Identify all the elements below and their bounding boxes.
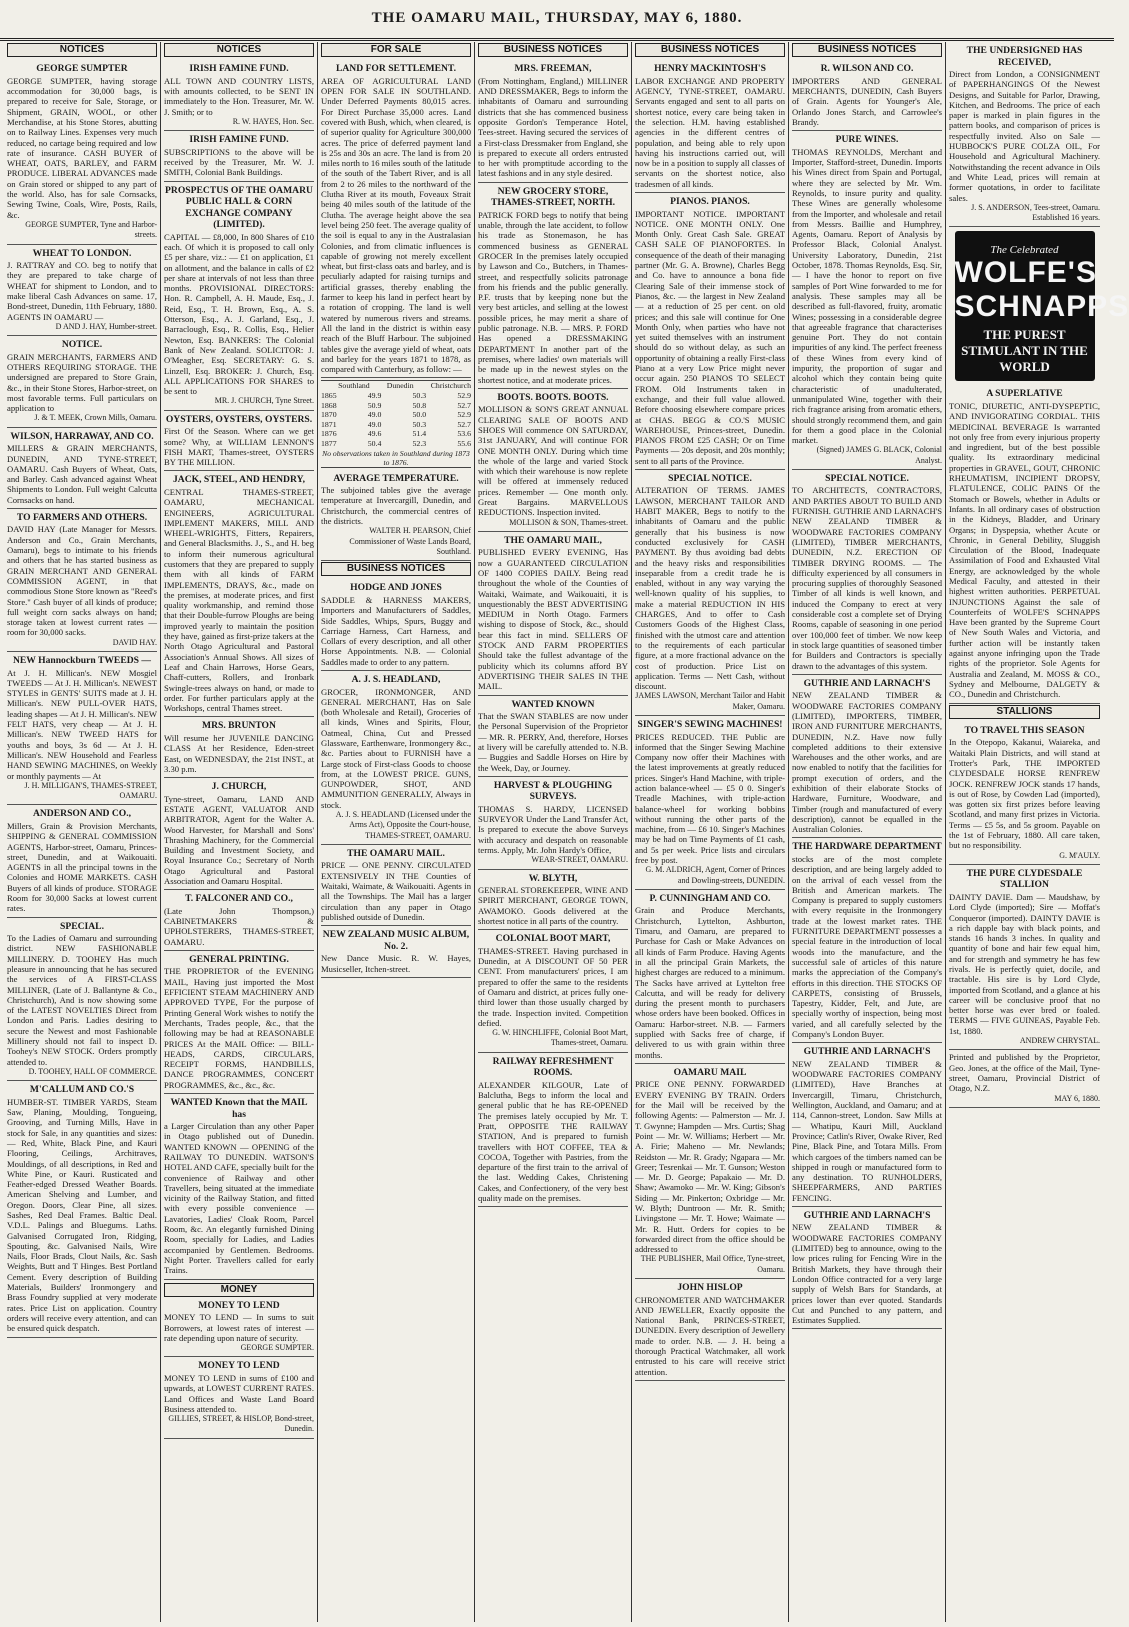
- ad-body: THOMAS S. HARDY, LICENSED SURVEYOR Under the Land Transfer Act, Is prepared to execute the above Surveys with accuracy and despatch on reasonable terms. Apply, Mr. John Hardy's Office,: [478, 803, 628, 855]
- ad-heading: NEW ZEALAND MUSIC ALBUM, No. 2.: [322, 929, 470, 952]
- table-header-cell: Christchurch: [430, 381, 471, 391]
- advertisement: [949, 722, 1100, 865]
- ad-body: CAPITAL — £8,000, In 800 Shares of £10 each. Of which it is proposed to call only £5 per share, viz.: — £1 on application, £1 on allotment, and the balance in calls of £2 per share at intervals of not less than three months. PROVISIONAL DIRECTORS: Hon. R. Campbell, A. H. Maude, Esq., J. Reid, Esq., T. H. Brown, Esq., A. S. Otterson, Esq., A. J. Garland, Esq., J. Barraclough, Esq., R. Collis, Esq., Helier Newton, Esq. BANKERS: The Colonial Bank of New Zealand. SOLICITOR: J. O'Meagher, Esq. SECRETARY: G. S. Linzell, Esq. BROKER: J. Church, Esq. ALL APPLICATIONS FOR SHARES to be sent to: [164, 231, 314, 397]
- ad-heading: OYSTERS, OYSTERS, OYSTERS.: [165, 413, 313, 425]
- advertisement: [7, 918, 157, 1082]
- ad-signature: JAMES LAWSON, Merchant Tailor and Habit Maker, Oamaru.: [635, 691, 785, 711]
- newspaper-masthead: [0, 0, 1114, 41]
- advertisement: [164, 131, 314, 181]
- advertisement: [478, 777, 628, 870]
- table-cell: 52.9: [457, 410, 471, 420]
- ad-heading: AVERAGE TEMPERATURE.: [333, 472, 459, 484]
- advertisement: [478, 696, 628, 777]
- column-2: [161, 42, 318, 1622]
- advertisement: [164, 778, 314, 890]
- ad-body: THE PROPRIETOR of the EVENING MAIL, Having just imported the Most EFFICIENT STEAM MACHINERY AND APPROVED TYPE, For the purpose of Printing General Work wishes to notify the Merchants, Trades people, &c., that the following may be had at REASONABLE PRICES At the MAIL Office: — BILL-HEADS, CARDS, CIRCULARS, RECEIPT FORMS, HANDBILLS, DANCE PROGRAMMES, CONCERT PROGRAMMES, &c., &c., &c.: [164, 966, 314, 1090]
- ad-heading: THE OAMARU MAIL.: [347, 847, 445, 859]
- logo-line: The Celebrated: [990, 244, 1059, 257]
- section-header: NOTICES: [7, 43, 157, 57]
- ad-heading: W. BLYTH,: [528, 872, 578, 884]
- advertisement: [792, 60, 942, 131]
- ad-heading: BOOTS. BOOTS. BOOTS.: [497, 391, 609, 403]
- ad-heading: NEW GROCERY STORE, THAMES-STREET, NORTH.: [491, 185, 615, 209]
- table-cell: 50.3: [412, 419, 427, 429]
- table-header-cell: Southland: [338, 381, 370, 391]
- ad-body: NEW ZEALAND TIMBER & WOODWARE FACTORIES COMPANY (LIMITED), IMPORTERS, TIMBER, IRON AND FURNITURE MERCHANTS, DUNEDIN, N.Z. Have now fully completed additions to their extensive Warehouses and the other works, and are now enabled to notify that the facilities for prompt execution of orders, and the exhibition of their elaborate Stocks of Hardware, Furniture, Woodware, and Timber (rough and manufactured of every description), cannot be equalled in the Australian Colonies.: [792, 690, 942, 835]
- ad-body: MOLLISON & SON'S GREAT ANNUAL CLEARING SALE OF BOOTS AND SHOES Will commence ON SATURDAY, 31st JANUARY, And will continue FOR ONE MONTH ONLY. During which time the whole of the large and varied Stock with which their warehouse is now replete will be offered at immensely reduced prices. Remember — One month only. Great Bargains. MARVELLOUS REDUCTIONS. Inspection invited.: [478, 404, 628, 518]
- advertisement: [949, 385, 1100, 703]
- advertisement: [792, 1207, 942, 1329]
- advertisement: [478, 532, 628, 696]
- advertisement: [792, 1043, 942, 1207]
- ad-heading: LAND FOR SETTLEMENT.: [335, 63, 457, 75]
- table-row: [321, 391, 471, 401]
- ad-signature: D AND J. HAY, Humber-street.: [55, 321, 157, 331]
- logo-line: SCHNAPPS: [954, 289, 1129, 323]
- table-row: [321, 401, 471, 411]
- ad-heading: PIANOS. PIANOS.: [670, 196, 750, 208]
- ad-signature: ANDREW CHRYSTAL.: [1019, 1036, 1100, 1046]
- ad-signature: G. M. ALDRICH, Agent, Corner of Princes and Dowling-streets, DUNEDIN.: [645, 865, 785, 885]
- ad-body: Tyne-street, Oamaru, LAND AND ESTATE AGENT, VALUATOR AND ARBITRATOR, Agent for the Walter A. Wood Harvester, for Marshall and Sons' Thrashing Machinery, for the Commercial Building and Investment Society, and Royal Insurance Co.; Secretary of North Otago Agricultural and Pastoral Association and Oamaru Hospital.: [164, 793, 314, 886]
- ad-body: GEORGE SUMPTER, having storage accommodation for 30,000 bags, is prepared to receive for Sale, Storage, or Shipment, GRAIN, WOOL, or other Merchandise, at his Stone Stores, abutting on to Railway Lines. Expenses very much reduced, no cartage being required and low rate of insurance. CASH BUYER of WHEAT, OATS, BARLEY, and FARM PRODUCE. LIBERAL ADVANCES made on Grain stored or shipped to any part of the world. Also, has for sale Cornsacks, Sewing Twine, Coals, Wire, Posts, Rails, &c.: [7, 75, 157, 220]
- ad-body: CHRONOMETER AND WATCHMAKER AND JEWELLER, Exactly opposite the National Bank, PRINCES-STREET, DUNEDIN. Every description of Jewellery made to order. N.B. — J. H. being a thorough Practical Watchmaker, all work entrusted to his care will receive strict attention.: [635, 1294, 785, 1377]
- table-cell: 52.3: [412, 438, 427, 448]
- advertisement: [635, 1279, 785, 1381]
- section-header: STALLIONS: [949, 705, 1100, 719]
- ad-heading: WHEAT TO LONDON.: [32, 247, 132, 259]
- ad-signature: J. & T. MEEK, Crown Mills, Oamaru.: [34, 413, 157, 423]
- table-note: No observations taken in Southland during 1873 to 1876.: [322, 448, 470, 467]
- ad-body: ALTERATION OF TERMS. JAMES LAWSON, MERCHANT TAILOR AND HABIT MAKER, Begs to notify to the inhabitants of Oamaru and the public generally that his business is now conducted exclusively for CASH PAYMENT. By thus avoiding bad debts and the heavy risks and responsibilities inseparable from a credit trade he is enabled, without in any way varying the well-known quality of his supplies, to make a material REDUCTION IN HIS CHARGES, And to offer to Cash Customers Goods of the Highest Class, finished with the utmost care and attention to the requirements of each particular figure, at a more fractional advance on the cost of production. Price List on application. Terms — Nett Cash, without discount.: [635, 485, 785, 692]
- ad-signature: GEORGE SUMPTER.: [240, 1343, 314, 1353]
- advertisement: [164, 411, 314, 472]
- ad-heading: THE HARDWARE DEPARTMENT: [792, 841, 942, 853]
- advertisement: [164, 717, 314, 778]
- advertisement: [321, 671, 471, 845]
- advertisement: [164, 60, 314, 131]
- ad-heading: JOHN HISLOP: [677, 1282, 743, 1294]
- ad-body: IMPORTANT NOTICE. IMPORTANT NOTICE. ONE MONTH ONLY. One Month Only. Great Cash Sale. GREAT CASH SALE OF PIANOFORTES. In consequence of the death of their managing partner (Mr. G. A. Browne), Charles Begg and Co. have to announce a bona fide Clearing Sale of their immense stock of Pianos, &c. — the largest in New Zealand — at a reduction of 25 per cent. on old prices; and this sale will continue for One Month Only, when parties who have not yet suited themselves with an instrument should do so without delay, as such an opportunity of obtaining a really First-class Piano at a very Low Price might never occur again. 250 PIANOS TO SELECT FROM. Old Instruments taken in exchange, and their full value allowed. Before choosing elsewhere compare prices at CHAS. BEGG & CO.'S MUSIC WAREHOUSE, Princes-street, Dunedin. PIANOS FROM £25 CASH; Or on Time Payments — 20s deposit, and 20s monthly; sent to all parts of the Province.: [635, 208, 785, 466]
- ad-signature: J. S. ANDERSON, Tees-street, Oamaru. Established 16 years.: [971, 202, 1100, 223]
- table-cell: 51.4: [412, 429, 427, 439]
- ad-heading: ANDERSON AND CO.,: [32, 808, 132, 820]
- table-cell: 50.9: [367, 400, 382, 410]
- ad-heading: TO TRAVEL THIS SEASON: [964, 724, 1085, 736]
- table-cell: 1877: [321, 438, 337, 448]
- section-header: NOTICES: [164, 43, 314, 57]
- advertisement: [792, 470, 942, 675]
- ad-heading: THE UNDERSIGNED HAS RECEIVED,: [966, 45, 1083, 68]
- advertisement: [478, 60, 628, 182]
- ad-body: LABOR EXCHANGE AND PROPERTY AGENCY, TYNE-STREET, OAMARU. Servants engaged and sent to all parts on shortest notice, every care being taken in the selection. H.M. having established agencies in the different centres of population, and being able to rely upon having his instructions carried out, will now be in a position to supply all classes of servants on the shortest notice, also tradesmen of all kinds.: [635, 75, 785, 189]
- ad-signature: GEORGE SUMPTER, Tyne and Harbor-streets.: [25, 219, 157, 240]
- ad-body: PUBLISHED EVERY EVENING, Has now a GUARANTEED CIRCULATION OF 1400 COPIES DAILY. Being read throughout the whole of the Counties of Waitaki, Waimate, and Waikouaiti, it is unquestionably the BEST ADVERTISING MEDIUM in North Otago. Farmers wishing to dispose of Stock, &c., should bear this fact in mind. SELLERS OF STOCK AND FARM PROPERTIES Should take the fullest advantage of the publicity which its columns afford BY ADVERTISING THEIR SALES IN THE MAIL.: [478, 547, 628, 692]
- table-row: [321, 429, 471, 439]
- ad-body: Direct from London, a CONSIGNMENT of PAPERHANGINGS Of the Newest Designs, and Suitable for Parlor, Drawing, Kitchen, and Bedrooms. The price of each paper is marked in plain figures in the pattern books, and comparison of prices is respectfully invited. Also on Sale — HUBBOCK'S PURE COLZA OIL, For Household and Agricultural Machinery. Notwithstanding the recent advance in Oils and White Lead, prices will remain at former quotations, in order to facilitate sales.: [949, 69, 1100, 203]
- ad-heading: NEW Hannockburn TWEEDS —: [12, 655, 151, 667]
- logo-line: WOLFE'S: [954, 255, 1097, 289]
- advertisement: [478, 870, 628, 931]
- advertisement: [321, 926, 471, 978]
- ad-heading: OAMARU MAIL: [673, 1066, 747, 1078]
- table-cell: 52.7: [457, 400, 471, 410]
- ad-heading: IRISH FAMINE FUND.: [189, 63, 289, 75]
- ad-heading: A SUPERLATIVE: [986, 388, 1063, 400]
- ad-body: TONIC, DIURETIC, ANTI-DYSPEPTIC, AND INVIGORATING CORDIAL. THIS MEDICINAL BEVERAGE Is warranted not only free from every injurious property and ingredient, but of the best possible quality. Its extraordinary medicinal properties in GRAVEL, GOUT, CHRONIC RHEUMATISM, INCIPIENT DROPSY, FLATULENCE, COLIC PAINS Of the Stomach or Bowels, whether in Adults or Infants. In all ordinary cases of obstruction in the Kidneys, Bladder, and Urinary Organs; in Dyspepsia, whether Acute or Chronic, in General Debility, Sluggish Circulation of the Blood, Inadequate Assimilation of Food and Exhausted Vital Energy, are acknowledged by the whole Medical Faculty, and attested in their highest written authorities. PERPETUAL INJUNCTIONS Against the sale of Counterfeits of WOLFE'S SCHNAPPS Have been granted by the Supreme Court of New South Wales and Victoria, and further action will be instantly taken against anyone infringing upon the Trade rights of the proprietor. Sole Agents for Australia and Zealand, M. MOSS & CO., Sydney and Melbourne, DALGETY & CO., Dunedin and Christchurch.: [949, 400, 1100, 700]
- ad-heading: IRISH FAMINE FUND.: [189, 134, 289, 146]
- column-5: [632, 42, 789, 1622]
- ad-heading: MRS. BRUNTON: [202, 720, 276, 732]
- schnapps-logo: [954, 231, 1129, 381]
- ad-heading: HENRY MACKINTOSH'S: [654, 63, 766, 75]
- ad-body: Printed and published by the Proprietor, Geo. Jones, at the office of the Mail, Tyne-street, Oamaru, Provincial District of Otago, N.Z.: [949, 1052, 1100, 1094]
- advertisement: [321, 845, 471, 926]
- section-header: BUSINESS NOTICES: [321, 562, 471, 576]
- ad-body: In the Otepopo, Kakanui, Waiareka, and Waitaki Plain Districts, and will stand at Trotter's Park, THE IMPORTED CLYDESDALE HORSE RENFREW JOCK. RENFREW JOCK stands 17 hands, is out of Rose, by Cowden Lad (imported), was gotten six first prizes before leaving Scotland, and many first prizes in Victoria. Terms — £5 5s, and 5s groom. Payable on the 1st of February, 1880. All care taken, but no responsibility.: [949, 737, 1100, 851]
- ad-body: ALL TOWN AND COUNTRY LISTS, with amounts collected, to be SENT IN immediately to the Hon. Treasurer, Mr. W. J. Smith; or to: [164, 75, 314, 117]
- ad-heading: GENERAL PRINTING.: [189, 953, 289, 965]
- advertisement: [478, 183, 628, 389]
- ad-heading: WILSON, HARRAWAY, AND CO.: [10, 430, 154, 442]
- advertisement: [7, 428, 157, 509]
- ad-body: NEW ZEALAND TIMBER & WOODWARE FACTORIES COMPANY (LIMITED) beg to announce, owing to the low prices ruling for Fencing Wire in the British Markets, they have through their London Office contracted for a very large supply of Welsh Bars for Standards, at prices lower than ever quoted. Standards Cut and Punched to any pattern, and Estimates Supplied.: [792, 1222, 942, 1326]
- ad-heading: GUTHRIE AND LARNACH'S: [803, 1046, 931, 1058]
- advertisement: [164, 1094, 314, 1279]
- table-cell: 52.7: [457, 419, 471, 429]
- advertisement: [164, 471, 314, 717]
- ad-heading: JACK, STEEL, AND HENDRY,: [172, 474, 306, 486]
- ad-body: J. RATTRAY and CO. beg to notify that they are prepared to take charge of WHEAT for shipment to London, and to make liberal Cash Advances on same. 17, Bond-street, Dunedin, 11th February, 1880. AGENTS IN OAMARU —: [7, 260, 157, 322]
- ad-heading: WANTED Known that the MAIL has: [170, 1097, 308, 1120]
- table-cell: 49.9: [367, 391, 382, 400]
- ad-heading: A. J. S. HEADLAND,: [351, 674, 441, 686]
- column-1: [4, 42, 161, 1622]
- ad-body: PRICE — ONE PENNY. CIRCULATED EXTENSIVELY IN THE Counties of Waitaki, Waimate, & Waikouaiti. Agents in all the Townships. The Mail has a larger circulation than any paper in Otago published outside of Dunedin.: [321, 860, 471, 922]
- advertisement: [478, 389, 628, 532]
- ad-body: THOMAS REYNOLDS, Merchant and Importer, Stafford-street, Dunedin. Imports his Wines direct from Spain and Portugal, where they are selected by Mr. Wm. Reynolds, to insure purity and quality. These Wines are generally wholesome from the Importer, and wholesale and retail from Messrs. Baillie and Humphrey, Agents, Oamaru. Report of Analysis by Professor Black, Colonial Analyst. University Laboratory, Dunedin, 21st October, 1878. Thomas Reynolds, Esq. Sir, — I have the honor to report on five samples of Port Wine forwarded to me for analysis. These samples may all be described as full-flavored, fruity, aromatic Wines; possessing in a considerable degree that agreeable fragrance that characterises genuine Port. They do not contain impurities of any kind. The perfect freeness of these Wines from every kind of impurity, the proportion of sugar and alcohol which they contain being quite characteristic of unadulterated, unmanipulated Wine, together with their rich fragrance arising from aromatic ethers, should strongly recommend them, and gain for them a good place in the Colonial market.: [792, 146, 942, 446]
- table-cell: 49.0: [367, 410, 382, 420]
- ad-body: (From Nottingham, England,) MILLINER AND DRESSMAKER, Begs to inform the inhabitants of Oamaru and surrounding districts that she has commenced business opposite Gordon's Temperance Hotel, Tees-street. Having secured the services of a First-class Dressmaker from England, she is prepared to execute all orders entrusted to her with promptitude according to the latest fashions and in any style desired.: [478, 75, 628, 179]
- table-cell: 1876: [321, 429, 337, 439]
- ad-body: a Larger Circulation than any other Paper in Otago published out of Dunedin. WANTED KNOWN — OPENING of the RAILWAY TO DUNEDIN. WATSON'S HOTEL AND CAFE, specially built for the convenience of Railway and other Travellers, being situated at the immediate vicinity of the Railway Station, and fitted with every possible convenience — Lavatories, Ladies' Cloak Room, Parcel Room, &c. An elegantly furnished Dining Room, specially for Ladies, and Ladies accompanied by Gentlemen. Bedrooms. Night Porter. Travellers called for early Trains.: [164, 1121, 314, 1276]
- ad-signature: MOLLISON & SON, Thames-street.: [509, 517, 628, 527]
- ad-body: To the Ladies of Oamaru and surrounding district. NEW FASHIONABLE MILLINERY. D. TOOHEY Has much pleasure in announcing that he has secured the services of A FIRST-CLASS MILLINER, (Late of J. Ballantyne & Co., Christchurch), And is now showing some of the LATEST NOVELTIES Direct from London and Paris. Ladies desiring to secure the Newest and most Fashionable Millinery should not fail to inspect D. Toohey's NEW STOCK. Orders promptly attended to.: [7, 933, 157, 1067]
- ad-signature: G. M'AULY.: [1059, 850, 1100, 860]
- ad-heading: COLONIAL BOOT MART,: [495, 933, 611, 945]
- ad-signature: MR. J. CHURCH, Tyne Street.: [214, 396, 314, 406]
- masthead-title: THE OAMARU MAIL, THURSDAY, MAY 6, 1880.: [371, 10, 743, 26]
- ad-body: (Late John Thompson,) CABINETMAKERS & UPHOLSTERERS, THAMES-STREET, OAMARU.: [164, 905, 314, 947]
- ad-heading: R. WILSON AND CO.: [820, 63, 914, 75]
- advertisement: [7, 60, 157, 244]
- advertisement: [164, 1280, 314, 1358]
- ad-body: HUMBER-ST. TIMBER YARDS, Steam Saw, Planing, Moulding, Tongueing, Grooving, and Turning Mills, Have in stock for Sale, in any quantities and sizes: — Red, White, Black Pine, and Kauri Flooring, Ceilings, Architraves, Mouldings, of all descriptions, in Red and White Pine, or Kauri. Rusticated and Feather-edged Dressed Weather Boards. American Shelving and Lumber, and Oregon. Doors, Clear Pine, all sizes. Sashes, Red Deal Frames. Baltic Deal. V.D.L. Palings and Bluegums. Laths. Galvanised Corrugated Iron, Ridging, Spouting, &c. Galvanised Nails, Wire Nails, Floor Brads, Clout Nails, &c. Sash Weights, Butt and T Hinges. Best Portland Cement. Every description of Building Materials, Builders' Ironmongery and Brass Foundry supplied at very moderate rates. Price List on application. Country orders will receive every attention, and can be ensured quick despatch.: [7, 1096, 157, 1334]
- ad-body: SADDLE & HARNESS MAKERS, Importers and Manufacturers of Saddles, Side Saddles, Whips, Spurs, Buggy and Carriage Harness, Cart Harness, and Collars of every description, and all other Horse Appointments. N.B. — Colonial Saddles made to order to any pattern.: [321, 594, 471, 667]
- ad-signature: D. TOOHEY, HALL OF COMMERCE.: [28, 1066, 157, 1076]
- ad-body: Millers, Grain & Provision Merchants, SHIPPING & GENERAL COMMISSION AGENTS, Harbor-street, Oamaru, Princes-street, Dunedin, and at Waikouaiti. AGENTS in all the principal towns in the Colonies and HOME MARKETS. CASH Buyers of all kinds of produce. STORAGE Room for 30,000 Sacks at lowest current rates.: [7, 820, 157, 914]
- section-header: BUSINESS NOTICES: [478, 43, 628, 57]
- section-header: BUSINESS NOTICES: [635, 43, 785, 57]
- ad-heading: PURE WINES.: [835, 134, 899, 146]
- ad-body: DAINTY DAVIE. Dam — Maudshaw, by Lord Clyde (imported); Sire — Moffat's Conqueror (imported). DAINTY DAVIE is a rich dapple bay with black points, and stands 16 hands 3 inches. In quality and quantity of bone and hair few equal him, and for strength and symmetry he has few rivals. He is perfectly quiet, docile, and tractable. His sire is by Lord Clyde, imported from Scotland, and a glance at his career will be conclusive proof that no better horse was ever bred or foaled. TERMS — FIVE GUINEAS, Payable Feb. 1st, 1880.: [949, 891, 1100, 1036]
- ad-body: GRAIN MERCHANTS, FARMERS AND OTHERS REQUIRING STORAGE. THE undersigned are prepared to Store Grain, &c., in their Stone Stores, Harbor-street, on most favorable terms. Full particulars on application to: [7, 351, 157, 414]
- ad-body: The subjoined tables give the average temperature at Invercargill, Dunedin, and Christchurch, the commercial centres of the districts.: [321, 485, 471, 526]
- column-6: [789, 42, 946, 1622]
- advertisement: [635, 470, 785, 716]
- ad-body: NEW ZEALAND TIMBER & WOODWARE FACTORIES COMPANY (LIMITED), Have Branches at Invercargill, Timaru, Christchurch, Wellington, Auckland, and Oamaru; and at 114, Cannon-street, London. Saw Mills at — Whatipu, Kauri Mill, Auckland Province; Catlin's River, Owake River, Red Pine, Black Pine, and Totara Mills. From which cargoes of the timbers named can be shipped in rough or manufactured form to any destination. TO RUNHOLDERS, SHEEPFARMERS, AND PARTIES FENCING.: [792, 1058, 942, 1203]
- advertisement: [7, 805, 157, 917]
- newspaper-columns: [4, 42, 1129, 1622]
- ad-body: First Of the Season. Where can we get some? Why, at WILLIAM LENNON'S FISH MART, Thames-street, OYSTERS BY THE MILLION.: [164, 426, 314, 468]
- column-7: [946, 42, 1129, 1622]
- ad-body: AREA OF AGRICULTURAL LAND OPEN FOR SALE IN SOUTHLAND. Under Deferred Payments 80,015 acres. For Direct Purchase 35,000 acres. Land covered with Bush, which, when cleared, is of superior quality for Agriculture 300,000 acres. The price of deferred payment land is 25s and 30s an acre. The land is from 20 miles north to 16 miles south of the latitude of the south of the Tabert River, and is all from 2 to 26 miles to the northward of the Clutha River at its mouth, Foveaux Strait being 40 miles south of the latitude of the Clutha. The average height above the sea level being 250 feet. The average quality of the soil is equal to any in the Australasian Colonies, and from climatic influences is capable of growing not merely excellent wheat, but first-class oats and barley, and is peculiarly adapted for raising turnips and artificial grasses, thereby enabling the farmer to keep his land in perfect heart by a rotation of cropping. The land is well watered by numerous rivers and streams. All the land in the district is within easy reach of the Bluff Harbour. The subjoined tables give the average yield of wheat, oats and barley for the years 1871 to 1878, as compared with Canterbury, as follow: —: [321, 75, 471, 375]
- advertisement: [7, 245, 157, 337]
- advertisement: [321, 60, 471, 378]
- ad-heading: NOTICE.: [61, 339, 103, 351]
- section-header: FOR SALE: [321, 43, 471, 57]
- ad-body: MILLERS & GRAIN MERCHANTS, DUNEDIN, AND TYNE-STREET, OAMARU. Cash Buyers of Wheat, Oats, and Barley. Cash advanced against Wheat Shipments to London. Full weight Calcutta Cornsacks on hand.: [7, 443, 157, 505]
- ad-signature: WALTER H. PEARSON, Chief Commissioner of Waste Lands Board, Southland.: [349, 526, 471, 556]
- ad-body: IMPORTERS AND GENERAL MERCHANTS, DUNEDIN, Cash Buyers of Grain. Agents for Younger's Ale, Orlando Jones Starch, and Carrowlee's Brandy.: [792, 75, 942, 127]
- ad-signature: G. W. HINCHLIFFE, Colonial Boot Mart, Thames-street, Oamaru.: [492, 1028, 628, 1048]
- ad-heading: THE PURE CLYDESDALE STALLION: [966, 867, 1083, 891]
- ad-body: At J. H. Millican's. NEW Mosgiel TWEEDS — At J. H. Millican's. NEWEST STYLES in GENTS' SUITS made at J. H. Millican's. NEW PULL-OVER HATS, leading shapes — At J. H. Millican's. NEW FELT HATS, very cheap — At J. H. Millican's. NEW TWEED HATS for youths and boys, 3s 6d — At J. H. Millican's. NEW Household and Fearless HAND SEWING MACHINES, on Weekly or monthly payments — At: [7, 667, 157, 781]
- ad-heading: GUTHRIE AND LARNACH'S: [803, 1209, 931, 1221]
- table-cell: 1870: [321, 410, 337, 420]
- table-cell: 1868: [321, 400, 337, 410]
- table-cell: 1865: [321, 391, 337, 400]
- table-cell: 50.3: [412, 391, 427, 400]
- logo-line: THE PUREST STIMULANT IN THE WORLD: [961, 326, 1088, 374]
- ad-heading: SPECIAL NOTICE.: [668, 472, 752, 484]
- section-header: BUSINESS NOTICES: [792, 43, 942, 57]
- advertisement: [7, 652, 157, 805]
- ad-heading: MONEY TO LEND: [198, 1360, 280, 1372]
- ad-body: Grain and Produce Merchants, Christchurch, Lyttelton, Ashburton, Timaru, and Oamaru, are prepared to Purchase for Cash or Make Advances on all kinds of Farm Produce. Having Agents in all the principal Grain Markets, the highest charges are reduced to a minimum. The Sacks have arrived at Lyttelton free Calcutta, and will be ready for delivery during the present month to purchasers whose orders have been booked. Offices in Oamaru: Harbor-street. N.B. — Farmers supplied with Sacks free of charge, if delivered to us with grain within three months.: [635, 905, 785, 1060]
- ad-heading: MONEY TO LEND: [198, 1299, 280, 1311]
- ad-body: GROCER, IRONMONGER, AND GENERAL MERCHANT, Has on Sale (both Wholesale and Retail), Groceries of all kinds, Wines and Spirits, Flour, Oatmeal, China, Cut and Pressed Glassware, Earthenware, Ironmongery &c., &c. Parties about to FURNISH have a Large stock of First-class Goods to choose from, at the LOWEST PRICE. GUNS, GUNPOWDER, SHOT, AND AMMUNITION GENERALLY, Always in stock.: [321, 686, 471, 810]
- ad-signature: R. W. HAYES, Hon. Sec.: [232, 116, 314, 126]
- column-4: [475, 42, 632, 1622]
- ad-heading: T. FALCONER AND CO.,: [185, 893, 293, 905]
- advertisement: [635, 716, 785, 890]
- table-cell: 1871: [321, 419, 337, 429]
- ad-heading: SPECIAL NOTICE.: [825, 472, 909, 484]
- advertisement: [792, 131, 942, 470]
- advertisement: [949, 1050, 1100, 1107]
- ad-signature: A. J. S. HEADLAND (Licensed under the Arms Act), Opposite the Court-house, THAMES-STREET, OAMARU.: [335, 810, 471, 840]
- ad-body: That the SWAN STABLES are now under the Personal Supervision of the Proprietor — MR. R. PERRY, And, therefore, Horses at livery will be carefully attended to. N.B. — Buggies and Saddle Horses on Hire by the Week, Day, or Journey.: [478, 711, 628, 773]
- advertisement: [949, 42, 1100, 227]
- ad-signature: DAVID HAY.: [112, 637, 157, 647]
- advertisement: [792, 838, 942, 1043]
- column-3: [318, 42, 475, 1622]
- advertisement: [7, 509, 157, 652]
- ad-heading: SPECIAL.: [60, 920, 104, 932]
- ad-heading: TO FARMERS AND OTHERS.: [16, 511, 148, 523]
- ad-body: MONEY TO LEND in sums of £100 and upwards, at LOWEST CURRENT RATES. Land Offices and Waste Land Board Business attended to.: [164, 1372, 314, 1414]
- ad-heading: HARVEST & PLOUGHING SURVEYS.: [493, 779, 613, 803]
- ad-body: stocks are of the most complete description, and are being largely added to on the arrival of each vessel from the British and American markets. The Company is prepared to supply customers with every requisite in the Ironmongery trade at the lowest market rates. THE FURNITURE DEPARTMENT possesses a special feature in the introduction of local woods into the manufacture, and the successful sale of articles of this nature marks the appreciation of the Company's efforts in this direction. THE STOCKS OF CARPETS, consisting of Brussels, Tapestry, Kidder, Felt, and Jute, are specially worthy of inspection, being most varied, and all carefully selected by the Company's London Buyer.: [792, 853, 942, 1040]
- table-cell: 55.6: [457, 438, 471, 448]
- table-row: [321, 420, 471, 430]
- ad-heading: RAILWAY REFRESHMENT ROOMS.: [492, 1055, 614, 1079]
- ad-heading: SINGER'S SEWING MACHINES!: [637, 719, 783, 731]
- advertisement: [635, 60, 785, 193]
- advertisement: [478, 1053, 628, 1208]
- advertisement: [635, 1064, 785, 1279]
- table-cell: 49.0: [367, 419, 382, 429]
- advertisement: [164, 1357, 314, 1438]
- ad-body: THAMES-STREET. Having purchased in Dunedin, at A DISCOUNT OF 50 PER CENT. From manufacturers' prices, I am prepared to offer the same to the residents of Oamaru and district, at prices fully one-third lower than those usually charged by the trade. Inspection invited. Competition defied.: [478, 945, 628, 1028]
- ad-signature: J. H. MILLIGAN'S, THAMES-STREET, OAMARU.: [24, 780, 157, 801]
- ad-heading: P. CUNNINGHAM AND CO.: [649, 892, 771, 904]
- ad-heading: MRS. FREEMAN,: [514, 63, 592, 75]
- ad-signature: GILLIES, STREET, & HISLOP, Bond-street, Dunedin.: [168, 1414, 314, 1434]
- advertisement: [164, 182, 314, 411]
- advertisement: [792, 675, 942, 839]
- advertisement: [321, 579, 471, 671]
- ad-signature: THE PUBLISHER, Mail Office, Tyne-street, Oamaru.: [640, 1254, 785, 1274]
- table-row: [321, 439, 471, 449]
- ad-heading: THE OAMARU MAIL,: [504, 534, 602, 546]
- ad-heading: PROSPECTUS OF THE OAMARU PUBLIC HALL & CORN EXCHANGE COMPANY (LIMITED).: [165, 184, 313, 231]
- ad-body: Will resume her JUVENILE DANCING CLASS At her Residence, Eden-street East, on WEDNESDAY, the 21st INST., at 3.30 p.m.: [164, 732, 314, 774]
- advertisement: [164, 951, 314, 1094]
- ad-heading: GUTHRIE AND LARNACH'S: [803, 677, 931, 689]
- ad-body: GENERAL STOREKEEPER, WINE AND SPIRIT MERCHANT, GEORGE TOWN, AWAMOKO. Goods delivered at the shortest notice in all parts of the country.: [478, 885, 628, 926]
- table-header-cell: Dunedin: [386, 381, 414, 391]
- ad-body: SUBSCRIPTIONS to the above will be received by the Treasurer, Mr. W. J. SMITH, Colonial Bank Buildings.: [164, 146, 314, 178]
- advertisement: [949, 865, 1100, 1050]
- ad-body: PRICE ONE PENNY. FORWARDED EVERY EVENING BY TRAIN. Orders for the Mail will be received by the following Agents: — Palmerston — Mr. J. T. Gwynne; Hampden — Mrs. Curtis; Shag Point — Mr. W. Williams; Herbert — Mr. A. Firie; Maheno — Mr. Newlands; Reidston — Mr. R. Grady; Ngapara — Mr. Greer; Tesrenkai — Mr. T. Gunson; Weston — Mr. D. George; Papakaio — Mr. D. Shaw; Awamoko — Mr. W. King; Gibson's Siding — Mr. Pinkerton; Oxbridge — Mr. W. Blyth; Duntroon — Mr. R. Smith; Livingstone — Mr. T. Howe; Waimate — Mr. R. Hutt. Orders for copies to be forwarded direct from the office should be addressed to: [635, 1079, 785, 1255]
- advertisement: [321, 470, 471, 562]
- ad-body: PRICES REDUCED. THE Public are informed that the Singer Sewing Machine Company now offer their Machines with the latest improvements at greatly reduced prices. Singer's Hand Machine, with triple-action balance-wheel — £5 0 0. Singer's Treadle Machines, with triple-action balance-wheel for working bobbins without running the other parts of the machine, from — £6 10. Singer's Machines may be had on Time Payments of £1 cash, and 5s per week. Price lists and circulars free by post.: [635, 731, 785, 866]
- ad-heading: J. CHURCH,: [211, 781, 267, 793]
- advertisement: [635, 193, 785, 470]
- table-cell: 49.6: [367, 429, 382, 439]
- table-cell: 50.4: [367, 438, 382, 448]
- ad-heading: HODGE AND JONES: [350, 582, 442, 594]
- ad-signature: (Signed) JAMES G. BLACK, Colonial Analyst.: [816, 445, 942, 465]
- ad-heading: WANTED KNOWN: [511, 698, 595, 710]
- table-cell: 53.6: [457, 429, 471, 439]
- section-header: MONEY: [164, 1283, 314, 1297]
- temperature-table: [321, 380, 471, 467]
- table-row: [321, 410, 471, 420]
- ad-heading: GEORGE SUMPTER: [36, 63, 128, 75]
- table-header-row: [321, 381, 471, 391]
- ad-body: TO ARCHITECTS, CONTRACTORS, AND PARTIES ABOUT TO BUILD AND FURNISH. GUTHRIE AND LARNACH'S NEW ZEALAND TIMBER & WOODWARE FACTORIES COMPANY (LIMITED), TIMBER MERCHANTS, DUNEDIN, N.Z. ERECTION OF TIMBER DRYING ROOMS. — The difficulty experienced by all consumers in procuring supplies of thoroughly Seasoned Timber of all kinds is well known, and induced the Company to erect at very considerable cost a complete set of Drying Rooms, capable of seasoning in one period over 100,000 feet of timber. We now keep in stock large quantities of seasoned timber for Builders and Contractors is specially drawn to the advantages of this system.: [792, 485, 942, 671]
- ad-signature: MAY 6, 1880.: [1054, 1093, 1100, 1103]
- table-cell: 52.9: [457, 391, 471, 400]
- table-cell: 50.8: [412, 400, 427, 410]
- advertisement: [7, 1081, 157, 1337]
- table-cell: 50.0: [412, 410, 427, 420]
- ad-body: PATRICK FORD begs to notify that being unable, through the late accident, to follow his trade as Stonemason, he has commenced business as GENERAL GROCER In the premises lately occupied by Lawson and Co., Butchers, in Thames-street, and respectfully solicits patronage from his friends and the public generally. P.F. trusts that by keeping none but the very best articles, and selling at the lowest possible prices, he may merit a share of public patronage. N.B. — MRS. P. FORD Has opened a DRESSMAKING DEPARTMENT In another part of the premises, where ladies' own materials will be made up in the newest styles on the shortest notice, and at moderate prices.: [478, 209, 628, 385]
- advertisement: [478, 930, 628, 1052]
- ad-body: ALEXANDER KILGOUR, Late of Balclutha, Begs to inform the local and general public that he has RE-OPENED The premises lately occupied by Mr. T. Pratt, OPPOSITE THE RAILWAY STATION, And is prepared to furnish travellers with HOT COFFEE, TEA & COCOA, Together with Pastries, from the departure of the first train to the arrival of the last. Wedding Cakes, Christening Cakes, and Confectionery, of the very best quality made on the premises.: [478, 1079, 628, 1204]
- advertisement: [635, 890, 785, 1064]
- ad-body: CENTRAL THAMES-STREET, OAMARU, MECHANICAL ENGINEERS, AGRICULTURAL IMPLEMENT MAKERS, MILL AND WHEEL-WRIGHTS, Fitters, Repairers, and General Blacksmiths. J., S., and H. beg to inform their numerous agricultural customers that they are prepared to supply them with all kinds of FARM IMPLEMENTS, DRAYS, &c., made on the premises, at moderate prices, and first quality workmanship, and remind those that their Double-furrow Ploughs are being improved yearly to maintain the position they have, gained as first-prize takers at the North Otago Agricultural and Pastoral Association's Annual Shows. All sizes of Leaf and Chain Harrows, Horse Gears, Chaff-cutters, Rollers, and Ironbark Swingle-trees always on hand, or made to order. For further particulars apply at the Workshops, central Thames street.: [164, 486, 314, 714]
- ad-body: DAVID HAY (Late Manager for Messrs. Anderson and Co., Grain Merchants, Oamaru), begs to intimate to his friends and others that he has started business as GRAIN MERCHANT AND GENERAL COMMISSION AGENT, in that commodious Stone Store known as "Reed's Store." Cash buyer of all kinds of produce; full weight corn sacks always on hand; storage taken at lowest current rates — room for 30,000 sacks.: [7, 524, 157, 638]
- ad-signature: WEAR-STREET, OAMARU.: [531, 855, 628, 865]
- advertisement: [164, 890, 314, 951]
- ad-heading: M'CALLUM AND CO.'S: [29, 1084, 135, 1096]
- ad-body: MONEY TO LEND — In sums to suit Borrowers, at lowest rates of interest — rate depending upon nature of security.: [164, 1312, 314, 1343]
- advertisement: [7, 336, 157, 428]
- ad-body: New Dance Music. R. W. Hayes, Musicseller, Itchen-street.: [321, 953, 471, 974]
